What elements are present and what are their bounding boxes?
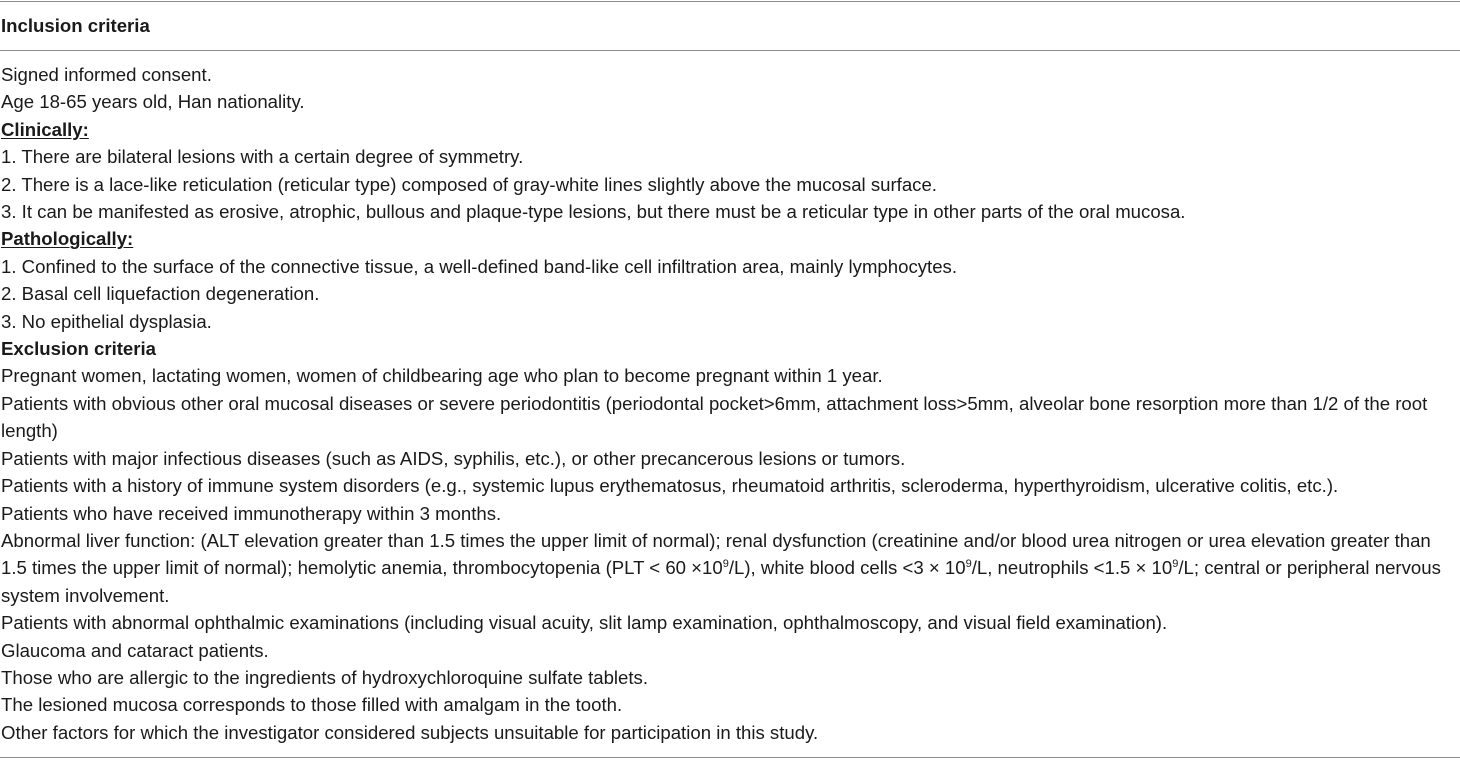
pathological-item: 3. No epithelial dysplasia. <box>1 310 212 332</box>
pathological-item: 2. Basal cell liquefaction degeneration. <box>1 283 320 305</box>
exclusion-item: Patients with a history of immune system disorders (e.g., systemic lupus erythematosus, rheumatoid arthritis, scleroderma, hyperthyroidism, ulcerative colitis, etc.). <box>1 475 1339 497</box>
exclusion-item: Glaucoma and cataract patients. <box>1 639 269 661</box>
table-body <box>1 61 1457 746</box>
pathological-item: 1. Confined to the surface of the connective tissue, a well-defined band-like cell infiltration area, mainly lymphocytes. <box>1 255 958 277</box>
bottom-rule <box>0 757 1460 758</box>
header-rule <box>0 50 1460 51</box>
exclusion-item: The lesioned mucosa corresponds to those filled with amalgam in the tooth. <box>1 694 623 716</box>
exclusion-item: Patients with major infectious diseases (such as AIDS, syphilis, etc.), or other precancerous lesions or tumors. <box>1 447 906 469</box>
exclusion-item-lab <box>1 527 1457 609</box>
exclusion-heading: Exclusion criteria <box>1 338 157 360</box>
top-rule <box>0 1 1460 2</box>
clinical-item: 1. There are bilateral lesions with a certain degree of symmetry. <box>1 146 524 168</box>
lab-text-4: /L; central or peripheral nervous system involvement. <box>1 557 1441 606</box>
inclusion-item: Signed informed consent. <box>1 64 212 85</box>
exclusion-item: Those who are allergic to the ingredients of hydroxychloroquine sulfate tablets. <box>1 666 649 688</box>
lab-text-3: /L, neutrophils <1.5 × 10 <box>971 557 1173 579</box>
exclusion-item: Pregnant women, lactating women, women of childbearing age who plan to become pregnant within 1 year. <box>1 365 883 387</box>
lab-text-1: Abnormal liver function: (ALT elevation greater than 1.5 times the upper limit of normal); renal dysfunction (creatinine and/or blood urea nitrogen or urea elevation greater than 1.5 times the upper limit of normal); hemolytic anemia, thrombocytopenia (PLT < 60 ×10 <box>1 529 1431 579</box>
lab-text-2: /L), white blood cells <3 × 10 <box>728 557 966 579</box>
lab-superscript-2: 9 <box>965 558 972 571</box>
exclusion-item: Patients with obvious other oral mucosal diseases or severe periodontitis (periodontal pocket>6mm, attachment loss>5mm, alveolar bone resorption more than 1/2 of the root length) <box>1 392 1428 442</box>
clinically-heading: Clinically: <box>1 118 89 140</box>
exclusion-item: Other factors for which the investigator considered subjects unsuitable for participation in this study. <box>1 721 819 743</box>
exclusion-item: Patients with abnormal ophthalmic examinations (including visual acuity, slit lamp examination, ophthalmoscopy, and visual field examination). <box>1 612 1168 634</box>
exclusion-item: Patients who have received immunotherapy within 3 months. <box>1 502 502 524</box>
table-header: Inclusion criteria <box>1 15 150 36</box>
pathologically-heading: Pathologically: <box>1 228 134 250</box>
lab-superscript-3: 9 <box>1172 558 1179 571</box>
clinical-item: 3. It can be manifested as erosive, atrophic, bullous and plaque-type lesions, but there must be a reticular type in other parts of the oral mucosa. <box>1 201 1186 223</box>
inclusion-item: Age 18-65 years old, Han nationality. <box>1 91 305 113</box>
lab-superscript-1: 9 <box>722 558 729 571</box>
clinical-item: 2. There is a lace-like reticulation (reticular type) composed of gray-white lines slightly above the mucosal surface. <box>1 173 937 195</box>
